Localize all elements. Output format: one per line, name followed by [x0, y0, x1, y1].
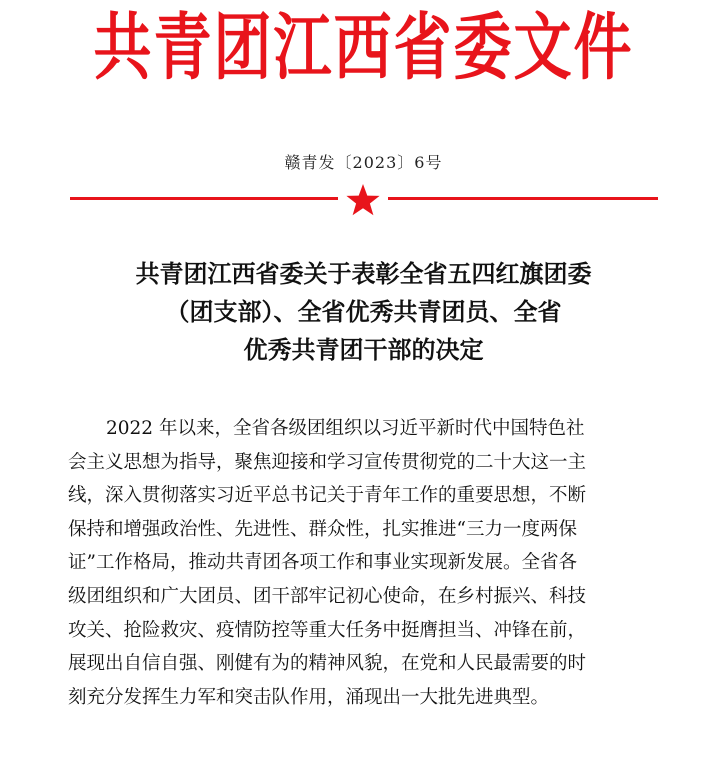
body-line: 攻关、抢险救灾、疫情防控等重大任务中挺膺担当、冲锋在前， — [68, 619, 587, 641]
body-line: 刻充分发挥生力军和突击队作用，涌现出一大批先进典型。 — [68, 686, 550, 708]
body-line: 2022 年以来，全省各级团组织以习近平新时代中国特色社 — [106, 418, 585, 439]
document-number: 赣青发〔2023〕6号 — [284, 153, 443, 172]
body-line: 保持和增强政治性、先进性、群众性，扎实推进“三力一度两保 — [68, 518, 577, 540]
star-icon — [345, 183, 381, 217]
red-divider-right — [388, 197, 658, 200]
title-line: 共青团江西省委关于表彰全省五四红旗团委 — [135, 260, 592, 288]
title-line: （团支部）、全省优秀共青团员、全省 — [165, 298, 562, 326]
body-line: 会主义思想为指导，聚焦迎接和学习宣传贯彻党的二十大这一主 — [68, 451, 587, 473]
body-line: 线，深入贯彻落实习近平总书记关于青年工作的重要思想，不断 — [68, 485, 587, 507]
body-line: 证”工作格局，推动共青团各项工作和事业实现新发展。全省各 — [68, 552, 577, 574]
issuer-masthead: 共青团江西省委文件 — [93, 4, 634, 90]
body-paragraph — [68, 412, 662, 714]
title-line: 优秀共青团干部的决定 — [243, 336, 484, 364]
body-line: 展现出自信自强、刚健有为的精神风貌，在党和人民最需要的时 — [68, 653, 587, 675]
document-title — [40, 255, 687, 369]
red-divider-left — [70, 197, 338, 200]
body-line: 级团组织和广大团员、团干部牢记初心使命，在乡村振兴、科技 — [68, 585, 587, 607]
